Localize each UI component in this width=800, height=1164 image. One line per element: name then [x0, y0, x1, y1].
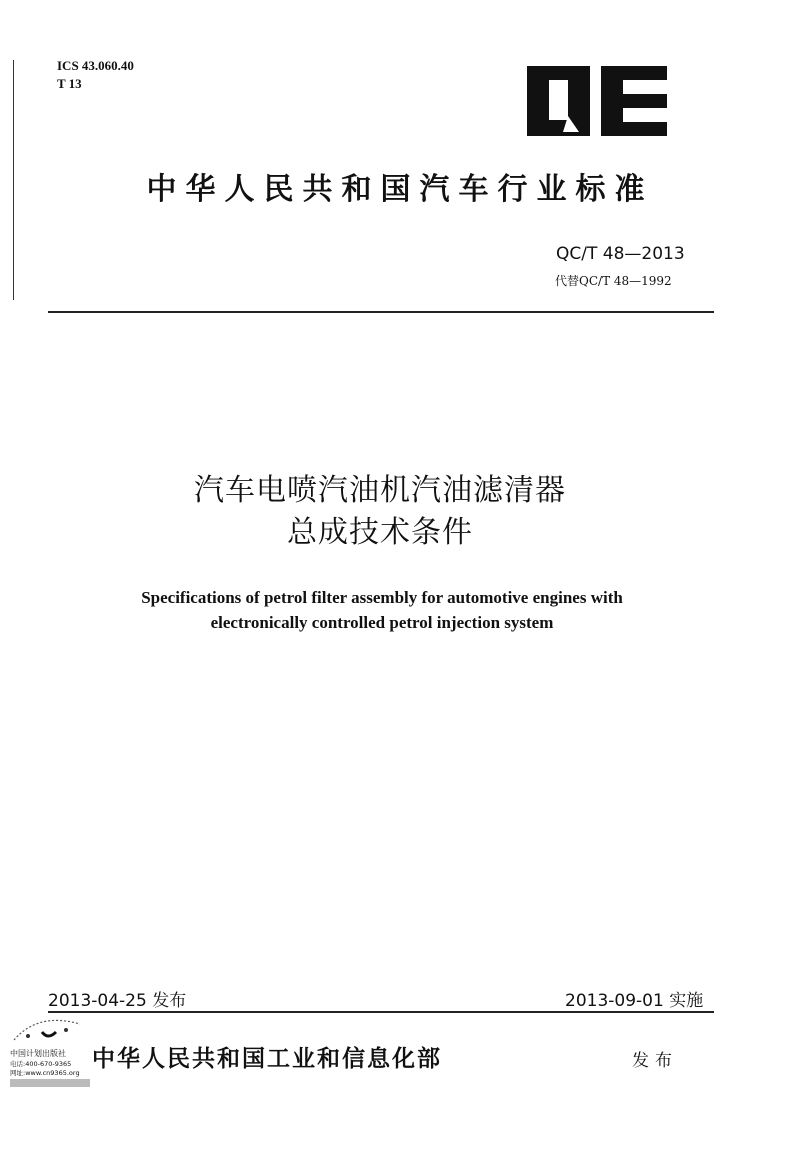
- class-code: T 13: [57, 76, 82, 91]
- stamp-line-phone: 电话:400-670-9365: [10, 1060, 72, 1068]
- publish-label: 发布: [632, 1051, 678, 1071]
- chinese-title-line1: 汽车电喷汽油机汽油滤清器: [194, 473, 566, 508]
- header-divider: [48, 311, 714, 313]
- issuing-ministry: 中华人民共和国工业和信息化部: [92, 1046, 442, 1072]
- english-title-line1: Specifications of petrol filter assembly for automotive engines with: [141, 588, 623, 607]
- stamp-line-publisher: 中国计划出版社: [10, 1049, 66, 1058]
- footer-divider: [48, 1011, 714, 1013]
- english-title: [0, 585, 764, 635]
- replaces-code: 代替QC/T 48—1992: [555, 274, 672, 288]
- publisher-stamp: [8, 1010, 94, 1090]
- stamp-line-website: 网址:www.cn9365.org: [10, 1069, 80, 1077]
- standard-title: 中华人民共和国汽车行业标准: [146, 172, 654, 207]
- english-title-line2: electronically controlled petrol injection system: [210, 613, 554, 632]
- standard-code: QC/T 48—2013: [556, 244, 685, 264]
- qc-logo: [527, 66, 667, 136]
- chinese-title-line2: 总成技术条件: [287, 515, 473, 550]
- classification-block: [57, 57, 134, 93]
- implementation-date: 2013-09-01 实施: [565, 991, 704, 1011]
- issue-date: 2013-04-25 发布: [48, 991, 187, 1011]
- ics-number: ICS 43.060.40: [57, 58, 134, 73]
- chinese-title: [0, 470, 760, 554]
